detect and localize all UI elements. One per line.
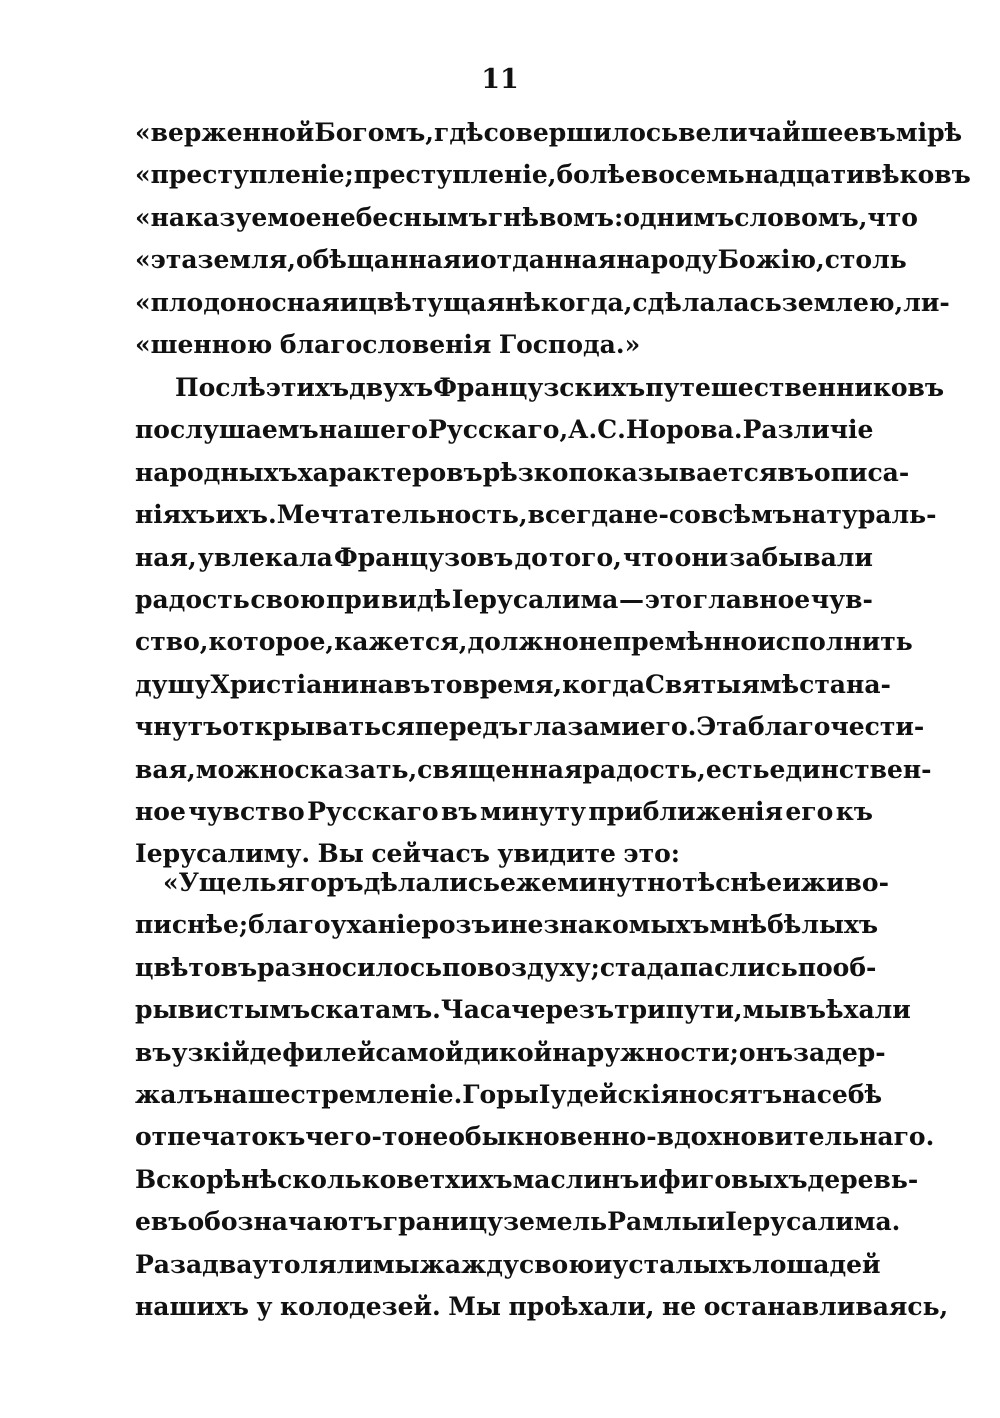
text-line: «шенною благословенія Господа.» (135, 329, 641, 359)
text-line: «эта земля, обѣщанная и отданная народу Божію, столь (135, 245, 907, 275)
text-line: Іерусалиму. Вы сейчасъ увидите это: (135, 839, 681, 869)
text-line: нашихъ у колодезей. Мы проѣхали, не останавливаясь, (135, 1291, 949, 1321)
text-line: рывистымъ скатамъ. Часа черезъ три пути, мы въѣхали (135, 995, 911, 1025)
text-line: народныхъ характеровъ рѣзко показывается въ описа- (135, 457, 910, 487)
text-line: «преступленіе; преступленіе, болѣе восемьнадцати вѣковъ (135, 160, 971, 190)
text-line: цвѣтовъ разносилось по воздуху; стада паслись по об- (135, 952, 877, 982)
text-line: ніяхъ ихъ. Мечтательность, всегда не-совсѣмъ натураль- (135, 500, 937, 530)
text-line: евъ обозначаютъ границу земель Рамлы и Іерусалима. (135, 1207, 901, 1237)
text-line: «наказуемое небеснымъ гнѣвомъ: однимъ словомъ, что (135, 202, 918, 232)
text-line: Послѣ этихъ двухъ Французскихъ путешественниковъ (175, 373, 945, 402)
paragraph-norov-quote (135, 862, 949, 1328)
text-line: «плодоносная и цвѣтущая нѣкогда, сдѣлалась землею, ли- (135, 287, 950, 317)
text-line: чнутъ открываться передъ глазами его. Эта благочести- (135, 712, 925, 742)
text-line: вая, можно сказать, священная радость, есть единствен- (135, 754, 932, 784)
text-line: послушаемъ нашего Русскаго, А. С. Норова. Различіе (135, 415, 874, 445)
text-line: ное чувство Русскаго въ минуту приближенія его къ (135, 796, 873, 826)
text-line: ная, увлекала Французовъ до того, что они забывали (135, 542, 873, 572)
text-line: въ узкій дефилей самой дикой наружности; онъ задер- (135, 1037, 886, 1067)
text-line: Вскорѣ нѣсколько ветхихъ маслинъ и фиговыхъ деревь- (135, 1164, 919, 1194)
text-line: Раза два утоляли мы жажду свою и усталыхъ лошадей (135, 1249, 881, 1279)
text-line: «верженной Богомъ, гдѣ совершилось величайшее въ мірѣ (135, 118, 963, 147)
text-line: душу Христіанина въ то время, когда Святыя мѣста на- (135, 669, 891, 699)
paragraph-quote-end (135, 112, 971, 366)
page-number: 11 (481, 64, 519, 95)
text-line: ство, которое, кажется, должно непремѣнно исполнить (135, 627, 913, 657)
text-line: писнѣе; благоуханіе розъ и незнакомыхъ мнѣ бѣлыхъ (135, 910, 879, 940)
text-line: «Ущелья горъ дѣлались ежеминутно тѣснѣе и живо- (163, 868, 889, 897)
text-line: отпечатокъ чего-то необыкновенно - вдохновительнаго. (135, 1122, 935, 1152)
paragraph-norov-intro (135, 367, 945, 876)
text-line: радость свою при видѣ Іерусалима — это главное чув- (135, 584, 873, 614)
text-line: жалъ наше стремленіе. Горы Іудейскія носятъ на себѣ (135, 1079, 883, 1109)
